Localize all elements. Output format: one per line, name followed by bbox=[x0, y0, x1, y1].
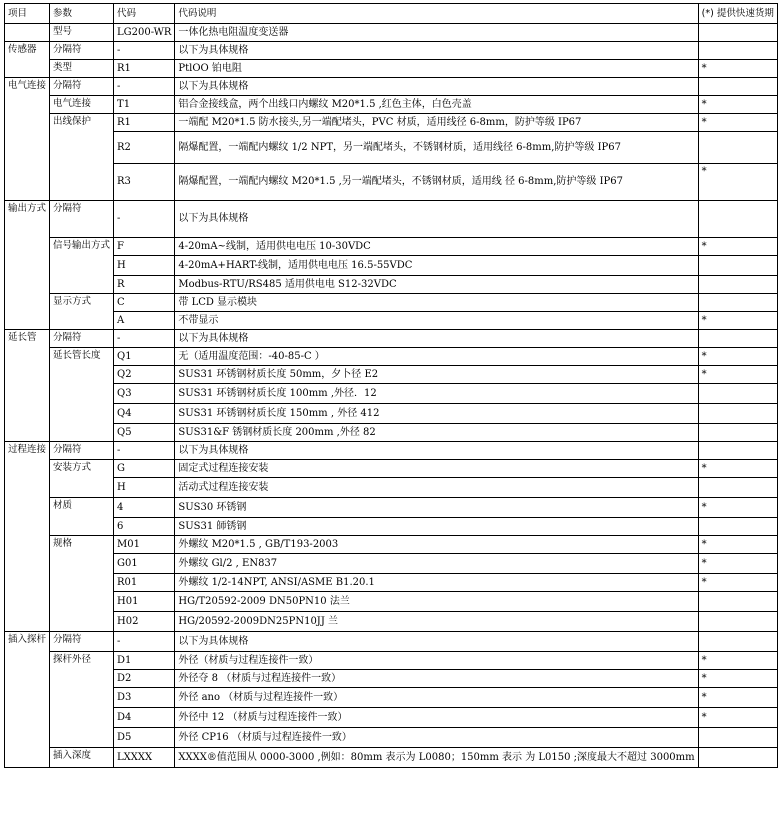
table-row bbox=[5, 201, 778, 238]
table-row bbox=[5, 312, 778, 330]
fast-delivery-mark bbox=[698, 518, 777, 536]
col-header-desc: 代码说明 bbox=[175, 4, 698, 24]
param-name: 延长管长度 bbox=[50, 348, 114, 442]
param-name: 插入深度 bbox=[50, 748, 114, 768]
table-row bbox=[5, 42, 778, 60]
fast-delivery-mark: * bbox=[698, 554, 777, 574]
code-cell: D1 bbox=[114, 652, 175, 670]
description-cell: 带 LCD 显示模块 bbox=[175, 294, 698, 312]
code-cell: G bbox=[114, 460, 175, 478]
fast-delivery-mark: * bbox=[698, 238, 777, 256]
fast-delivery-mark bbox=[698, 24, 777, 42]
table-row bbox=[5, 592, 778, 612]
table-row bbox=[5, 330, 778, 348]
code-cell: R bbox=[114, 276, 175, 294]
table-row bbox=[5, 670, 778, 688]
table-row bbox=[5, 24, 778, 42]
fast-delivery-mark: * bbox=[698, 670, 777, 688]
fast-delivery-mark bbox=[698, 294, 777, 312]
description-cell: 外螺纹 M20*1.5 , GB/T193-2003 bbox=[175, 536, 698, 554]
param-name: 分隔符 bbox=[50, 201, 114, 238]
code-cell: 6 bbox=[114, 518, 175, 536]
table-row bbox=[5, 96, 778, 114]
description-cell: 以下为具体规格 bbox=[175, 78, 698, 96]
fast-delivery-mark: * bbox=[698, 460, 777, 478]
description-cell: XXXX®值范围从 0000-3000 ,例如：80mm 表示为 L0080；150mm 表示 为 L0150 ;深度最大不超过 3000mm bbox=[175, 748, 698, 768]
table-row bbox=[5, 708, 778, 728]
code-cell: Q5 bbox=[114, 424, 175, 442]
code-cell: C bbox=[114, 294, 175, 312]
fast-delivery-mark: * bbox=[698, 96, 777, 114]
section-name: 电气连接 bbox=[5, 78, 50, 201]
description-cell: 4-20mA~线制，适用供电电压 10-30VDC bbox=[175, 238, 698, 256]
fast-delivery-mark bbox=[698, 632, 777, 652]
param-name: 分隔符 bbox=[50, 42, 114, 60]
fast-delivery-mark: * bbox=[698, 164, 777, 201]
fast-delivery-mark bbox=[698, 384, 777, 404]
table-row bbox=[5, 498, 778, 518]
param-name: 分隔符 bbox=[50, 632, 114, 652]
fast-delivery-mark bbox=[698, 748, 777, 768]
description-cell: 无（适用温度范围：-40-85-C ） bbox=[175, 348, 698, 366]
table-row bbox=[5, 366, 778, 384]
col-header-fast-delivery: (*) 提供快速货期 bbox=[698, 4, 777, 24]
fast-delivery-mark: * bbox=[698, 652, 777, 670]
table-row bbox=[5, 132, 778, 164]
table-row bbox=[5, 478, 778, 498]
code-cell: H02 bbox=[114, 612, 175, 632]
fast-delivery-mark bbox=[698, 404, 777, 424]
code-cell: Q3 bbox=[114, 384, 175, 404]
description-cell: 固定式过程连接安装 bbox=[175, 460, 698, 478]
table-row bbox=[5, 632, 778, 652]
code-cell: D3 bbox=[114, 688, 175, 708]
table-row bbox=[5, 60, 778, 78]
table-row bbox=[5, 404, 778, 424]
description-cell: 以下为具体规格 bbox=[175, 442, 698, 460]
fast-delivery-mark: * bbox=[698, 708, 777, 728]
description-cell: SUS31 环锈钢材质长度 100mm ,外径．12 bbox=[175, 384, 698, 404]
param-name: 出线保护 bbox=[50, 114, 114, 201]
spec-table bbox=[4, 3, 778, 768]
param-name: 分隔符 bbox=[50, 442, 114, 460]
table-row bbox=[5, 114, 778, 132]
description-cell: 不带显示 bbox=[175, 312, 698, 330]
description-cell: 外径中 12 （材质与过程连接件一致） bbox=[175, 708, 698, 728]
table-row bbox=[5, 384, 778, 404]
table-row bbox=[5, 536, 778, 554]
table-row bbox=[5, 728, 778, 748]
code-cell: T1 bbox=[114, 96, 175, 114]
param-name: 探杆外径 bbox=[50, 652, 114, 748]
description-cell: 一体化热电阻温度变送器 bbox=[175, 24, 698, 42]
fast-delivery-mark bbox=[698, 276, 777, 294]
description-cell: 4-20mA+HART-线制，适用供电电压 16.5-55VDC bbox=[175, 256, 698, 276]
fast-delivery-mark: * bbox=[698, 114, 777, 132]
table-row bbox=[5, 238, 778, 256]
description-cell: SUS30 环锈钢 bbox=[175, 498, 698, 518]
fast-delivery-mark bbox=[698, 201, 777, 238]
description-cell: HG/20592-2009DN25PN10JJ 兰 bbox=[175, 612, 698, 632]
description-cell: PtlOO 铂电阻 bbox=[175, 60, 698, 78]
fast-delivery-mark: * bbox=[698, 498, 777, 518]
code-cell: R2 bbox=[114, 132, 175, 164]
code-cell: - bbox=[114, 78, 175, 96]
param-name: 规格 bbox=[50, 536, 114, 632]
code-cell: R1 bbox=[114, 60, 175, 78]
description-cell: 以下为具体规格 bbox=[175, 201, 698, 238]
section-name: 输出方式 bbox=[5, 201, 50, 330]
param-name: 显示方式 bbox=[50, 294, 114, 330]
code-cell: Q1 bbox=[114, 348, 175, 366]
code-cell: R3 bbox=[114, 164, 175, 201]
fast-delivery-mark: * bbox=[698, 312, 777, 330]
description-cell: SUS31 环锈钢材质长度 150mm , 外径 412 bbox=[175, 404, 698, 424]
table-row bbox=[5, 442, 778, 460]
section-name: 过程连接 bbox=[5, 442, 50, 632]
col-header-item: 项目 bbox=[5, 4, 50, 24]
description-cell: SUS31&F 锈钢材质长度 200mm ,外径 82 bbox=[175, 424, 698, 442]
code-cell: H bbox=[114, 256, 175, 276]
description-cell: 一端配 M20*1.5 防水接头,另一端配堵头，PVC 材质，适用线径 6-8mm，防护等级 IP67 bbox=[175, 114, 698, 132]
table-row bbox=[5, 78, 778, 96]
code-cell: Q4 bbox=[114, 404, 175, 424]
description-cell: 隔爆配置，一端配内螺纹 1/2 NPT，另一端配堵头，不锈钢材质，适用线径 6-8mm,防护等级 IP67 bbox=[175, 132, 698, 164]
section-name bbox=[5, 24, 50, 42]
table-row bbox=[5, 574, 778, 592]
code-cell: M01 bbox=[114, 536, 175, 554]
table-row bbox=[5, 460, 778, 478]
fast-delivery-mark: * bbox=[698, 688, 777, 708]
table-row bbox=[5, 652, 778, 670]
param-name: 信号输出方式 bbox=[50, 238, 114, 294]
fast-delivery-mark bbox=[698, 612, 777, 632]
fast-delivery-mark bbox=[698, 424, 777, 442]
table-row bbox=[5, 612, 778, 632]
description-cell: 外螺纹 Gl/2 , EN837 bbox=[175, 554, 698, 574]
code-cell: F bbox=[114, 238, 175, 256]
table-row bbox=[5, 688, 778, 708]
code-cell: R01 bbox=[114, 574, 175, 592]
description-cell: 外径夺 8 （材质与过程连接件一致） bbox=[175, 670, 698, 688]
fast-delivery-mark bbox=[698, 330, 777, 348]
fast-delivery-mark: * bbox=[698, 536, 777, 554]
table-row bbox=[5, 256, 778, 276]
table-row bbox=[5, 348, 778, 366]
fast-delivery-mark bbox=[698, 256, 777, 276]
code-cell: D4 bbox=[114, 708, 175, 728]
table-row bbox=[5, 424, 778, 442]
section-name: 延长管 bbox=[5, 330, 50, 442]
code-cell: D5 bbox=[114, 728, 175, 748]
table-row bbox=[5, 276, 778, 294]
param-name: 分隔符 bbox=[50, 78, 114, 96]
description-cell: 以下为具体规格 bbox=[175, 330, 698, 348]
section-name: 传感器 bbox=[5, 42, 50, 78]
header-row bbox=[5, 4, 778, 24]
code-cell: H bbox=[114, 478, 175, 498]
section-name: 插入探杆 bbox=[5, 632, 50, 768]
description-cell: Modbus-RTU/RS485 适用供电电 S12-32VDC bbox=[175, 276, 698, 294]
code-cell: G01 bbox=[114, 554, 175, 574]
fast-delivery-mark bbox=[698, 478, 777, 498]
code-cell: 4 bbox=[114, 498, 175, 518]
description-cell: SUS31 師锈钢 bbox=[175, 518, 698, 536]
description-cell: 活动式过程连接安装 bbox=[175, 478, 698, 498]
description-cell: 以下为具体规格 bbox=[175, 632, 698, 652]
fast-delivery-mark bbox=[698, 132, 777, 164]
code-cell: - bbox=[114, 42, 175, 60]
fast-delivery-mark bbox=[698, 442, 777, 460]
fast-delivery-mark bbox=[698, 78, 777, 96]
col-header-code: 代码 bbox=[114, 4, 175, 24]
fast-delivery-mark: * bbox=[698, 366, 777, 384]
code-cell: - bbox=[114, 442, 175, 460]
fast-delivery-mark: * bbox=[698, 60, 777, 78]
code-cell: A bbox=[114, 312, 175, 330]
fast-delivery-mark bbox=[698, 42, 777, 60]
param-name: 类型 bbox=[50, 60, 114, 78]
description-cell: SUS31 环锈钢材质长度 50mm，夕卜径 E2 bbox=[175, 366, 698, 384]
fast-delivery-mark: * bbox=[698, 574, 777, 592]
code-cell: - bbox=[114, 201, 175, 238]
code-cell: LXXXX bbox=[114, 748, 175, 768]
code-cell: LG200-WR bbox=[114, 24, 175, 42]
code-cell: Q2 bbox=[114, 366, 175, 384]
description-cell: 铝合金接线盒，两个出线口内螺纹 M20*1.5 ,红色主体，白色壳盖 bbox=[175, 96, 698, 114]
param-name: 分隔符 bbox=[50, 330, 114, 348]
description-cell: 以下为具体规格 bbox=[175, 42, 698, 60]
description-cell: 外径 ano （材质与过程连接件一致） bbox=[175, 688, 698, 708]
param-name: 型号 bbox=[50, 24, 114, 42]
table-row bbox=[5, 294, 778, 312]
description-cell: 外径（材质与过程连接件一致） bbox=[175, 652, 698, 670]
table-row bbox=[5, 518, 778, 536]
description-cell: 外螺纹 1/2-14NPT, ANSI/ASME B1.20.1 bbox=[175, 574, 698, 592]
fast-delivery-mark: * bbox=[698, 348, 777, 366]
description-cell: 外径 CP16 （材质与过程连接件一致） bbox=[175, 728, 698, 748]
code-cell: - bbox=[114, 330, 175, 348]
code-cell: - bbox=[114, 632, 175, 652]
col-header-param: 参数 bbox=[50, 4, 114, 24]
param-name: 材质 bbox=[50, 498, 114, 536]
description-cell: 隔爆配置，一端配内螺纹 M20*1.5 ,另一端配堵头，不锈钢材质，适用线 径 6-8mm,防护等级 IP67 bbox=[175, 164, 698, 201]
code-cell: D2 bbox=[114, 670, 175, 688]
code-cell: H01 bbox=[114, 592, 175, 612]
table-row bbox=[5, 164, 778, 201]
table-row bbox=[5, 554, 778, 574]
param-name: 安装方式 bbox=[50, 460, 114, 498]
table-row bbox=[5, 748, 778, 768]
fast-delivery-mark bbox=[698, 592, 777, 612]
code-cell: R1 bbox=[114, 114, 175, 132]
description-cell: HG/T20592-2009 DN50PN10 法兰 bbox=[175, 592, 698, 612]
param-name: 电气连接 bbox=[50, 96, 114, 114]
fast-delivery-mark bbox=[698, 728, 777, 748]
